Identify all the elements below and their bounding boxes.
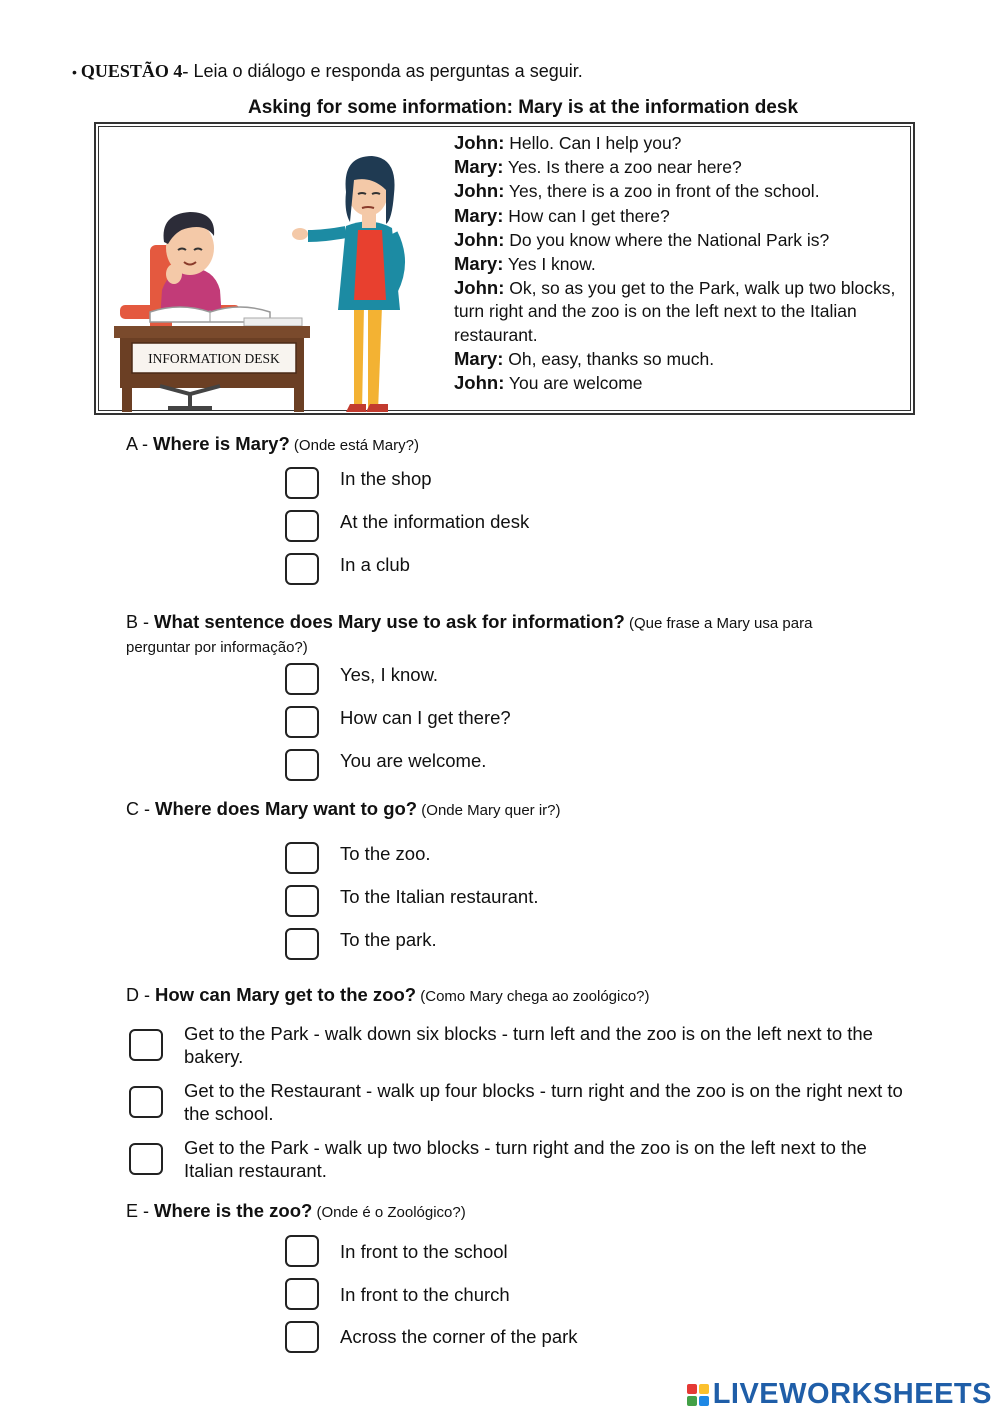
dialog-line bbox=[454, 276, 904, 347]
dialog-line bbox=[454, 252, 904, 276]
option-c-3: To the park. bbox=[340, 929, 437, 950]
dialog-speaker: Mary: bbox=[454, 156, 504, 178]
woman-figure bbox=[292, 156, 400, 412]
dialog-speaker: Mary: bbox=[454, 347, 504, 369]
desk-top bbox=[114, 326, 310, 338]
option-e-2: In front to the church bbox=[340, 1284, 510, 1305]
dialog-line bbox=[454, 131, 904, 155]
question-header bbox=[72, 61, 583, 82]
question-number: QUESTÃO 4- bbox=[80, 61, 189, 81]
question-b-translation-2: perguntar por informação?) bbox=[126, 639, 308, 656]
dialog-line bbox=[454, 155, 904, 179]
option-b-1: Yes, I know. bbox=[340, 664, 439, 685]
checkbox-c-1[interactable] bbox=[285, 842, 319, 874]
dialog-line bbox=[454, 204, 904, 228]
dialog-speech: Ok, so as you get to the Park, walk up two blocks, turn right and the zoo is on the left next to the Italian restaurant. bbox=[454, 278, 896, 345]
dialog-speaker: John: bbox=[454, 132, 505, 153]
information-desk-illustration bbox=[110, 150, 440, 412]
dialog-title: Asking for some information: Mary is at the information desk bbox=[247, 97, 799, 118]
question-c-text: Where does Mary want to go? bbox=[155, 798, 418, 819]
checkbox-c-3[interactable] bbox=[285, 928, 319, 960]
dialog-speaker: Mary: bbox=[454, 253, 504, 275]
dialog-speaker: John: bbox=[454, 228, 505, 250]
dialog-speaker: John: bbox=[454, 372, 505, 394]
dialog-speech: Do you know where the National Park is? bbox=[504, 229, 830, 250]
logo-square bbox=[687, 1396, 697, 1406]
checkbox-e-2[interactable] bbox=[285, 1278, 319, 1310]
logo-square bbox=[687, 1384, 697, 1394]
checkbox-d-2[interactable] bbox=[129, 1086, 163, 1118]
question-d-translation: (Como Mary chega ao zoológico?) bbox=[416, 988, 650, 1005]
question-a-translation: (Onde está Mary?) bbox=[289, 437, 419, 454]
question-b: B - What sentence does Mary use to ask for information? (Que frase a Mary usa para perguntar por informação?) bbox=[126, 611, 813, 656]
option-a-3: In a club bbox=[340, 554, 410, 575]
option-e-3: Across the corner of the park bbox=[340, 1326, 578, 1347]
dialog-speech: Hello. Can I help you? bbox=[504, 133, 682, 153]
option-d-3: Get to the Park - walk up two blocks - turn right and the zoo is on the left next to the Italian restaurant. bbox=[184, 1137, 867, 1181]
checkbox-e-3[interactable] bbox=[285, 1321, 319, 1353]
question-e: E - Where is the zoo? (Onde é o Zoológico?) bbox=[126, 1200, 466, 1221]
option-d-1: Get to the Park - walk down six blocks - turn left and the zoo is on the left next to the bakery. bbox=[184, 1023, 873, 1067]
dialog-speaker: John: bbox=[454, 180, 505, 202]
brand-name: LIVEWORKSHEETS bbox=[712, 1378, 992, 1410]
option-a-2: At the information desk bbox=[340, 511, 530, 532]
liveworksheets-logo[interactable] bbox=[687, 1378, 992, 1411]
checkbox-a-1[interactable] bbox=[285, 467, 319, 499]
checkbox-d-1[interactable] bbox=[129, 1029, 163, 1061]
question-d: D - How can Mary get to the zoo? (Como Mary chega ao zoológico?) bbox=[126, 984, 650, 1005]
liveworksheets-logo-icon bbox=[687, 1384, 709, 1406]
checkbox-b-1[interactable] bbox=[285, 663, 319, 695]
question-e-translation: (Onde é o Zoológico?) bbox=[312, 1204, 466, 1221]
dialog-line bbox=[454, 347, 904, 371]
option-c-1: To the zoo. bbox=[340, 843, 431, 864]
option-d-2: Get to the Restaurant - walk up four blocks - turn right and the zoo is on the right next to the school. bbox=[184, 1080, 903, 1124]
dialog-speech: Yes. Is there a zoo near here? bbox=[503, 157, 742, 178]
dialog-speaker: Mary: bbox=[454, 204, 504, 226]
desk-sign-text: INFORMATION DESK bbox=[148, 351, 280, 366]
logo-square bbox=[699, 1396, 709, 1406]
checkbox-d-3[interactable] bbox=[129, 1143, 163, 1175]
dialog-speaker: John: bbox=[454, 277, 505, 299]
question-b-text: What sentence does Mary use to ask for information? bbox=[154, 611, 625, 632]
option-e-1: In front to the school bbox=[340, 1241, 508, 1262]
woman-top bbox=[354, 230, 386, 300]
dialog-line bbox=[454, 228, 904, 252]
question-c-translation: (Onde Mary quer ir?) bbox=[417, 802, 561, 819]
checkbox-b-2[interactable] bbox=[285, 706, 319, 738]
dialog-line bbox=[454, 179, 904, 203]
dialog-speech: How can I get there? bbox=[503, 205, 670, 226]
option-c-2: To the Italian restaurant. bbox=[340, 886, 539, 907]
instruction-text: Leia o diálogo e responda as perguntas a seguir. bbox=[188, 61, 583, 81]
question-a-text: Where is Mary? bbox=[153, 433, 290, 454]
dialog-speech: You are welcome bbox=[504, 373, 643, 394]
question-c: C - Where does Mary want to go? (Onde Mary quer ir?) bbox=[126, 798, 561, 819]
dialog-text bbox=[454, 131, 904, 395]
checkbox-b-3[interactable] bbox=[285, 749, 319, 781]
question-b-translation: (Que frase a Mary usa para bbox=[624, 615, 813, 632]
dialog-line bbox=[454, 371, 904, 395]
option-a-1: In the shop bbox=[340, 468, 432, 489]
question-e-text: Where is the zoo? bbox=[154, 1200, 313, 1221]
dialog-speech: Yes, there is a zoo in front of the school. bbox=[504, 181, 820, 202]
option-b-2: How can I get there? bbox=[340, 707, 511, 728]
checkbox-e-1[interactable] bbox=[285, 1235, 319, 1267]
checkbox-a-3[interactable] bbox=[285, 553, 319, 585]
logo-square bbox=[699, 1384, 709, 1394]
dialog-speech: Yes I know. bbox=[503, 254, 596, 275]
option-b-3: You are welcome. bbox=[340, 750, 487, 771]
question-d-text: How can Mary get to the zoo? bbox=[155, 984, 417, 1005]
question-a: A - Where is Mary? (Onde está Mary?) bbox=[126, 433, 419, 454]
checkbox-c-2[interactable] bbox=[285, 885, 319, 917]
bullet: • bbox=[72, 64, 77, 80]
dialog-speech: Oh, easy, thanks so much. bbox=[503, 348, 715, 369]
checkbox-a-2[interactable] bbox=[285, 510, 319, 542]
